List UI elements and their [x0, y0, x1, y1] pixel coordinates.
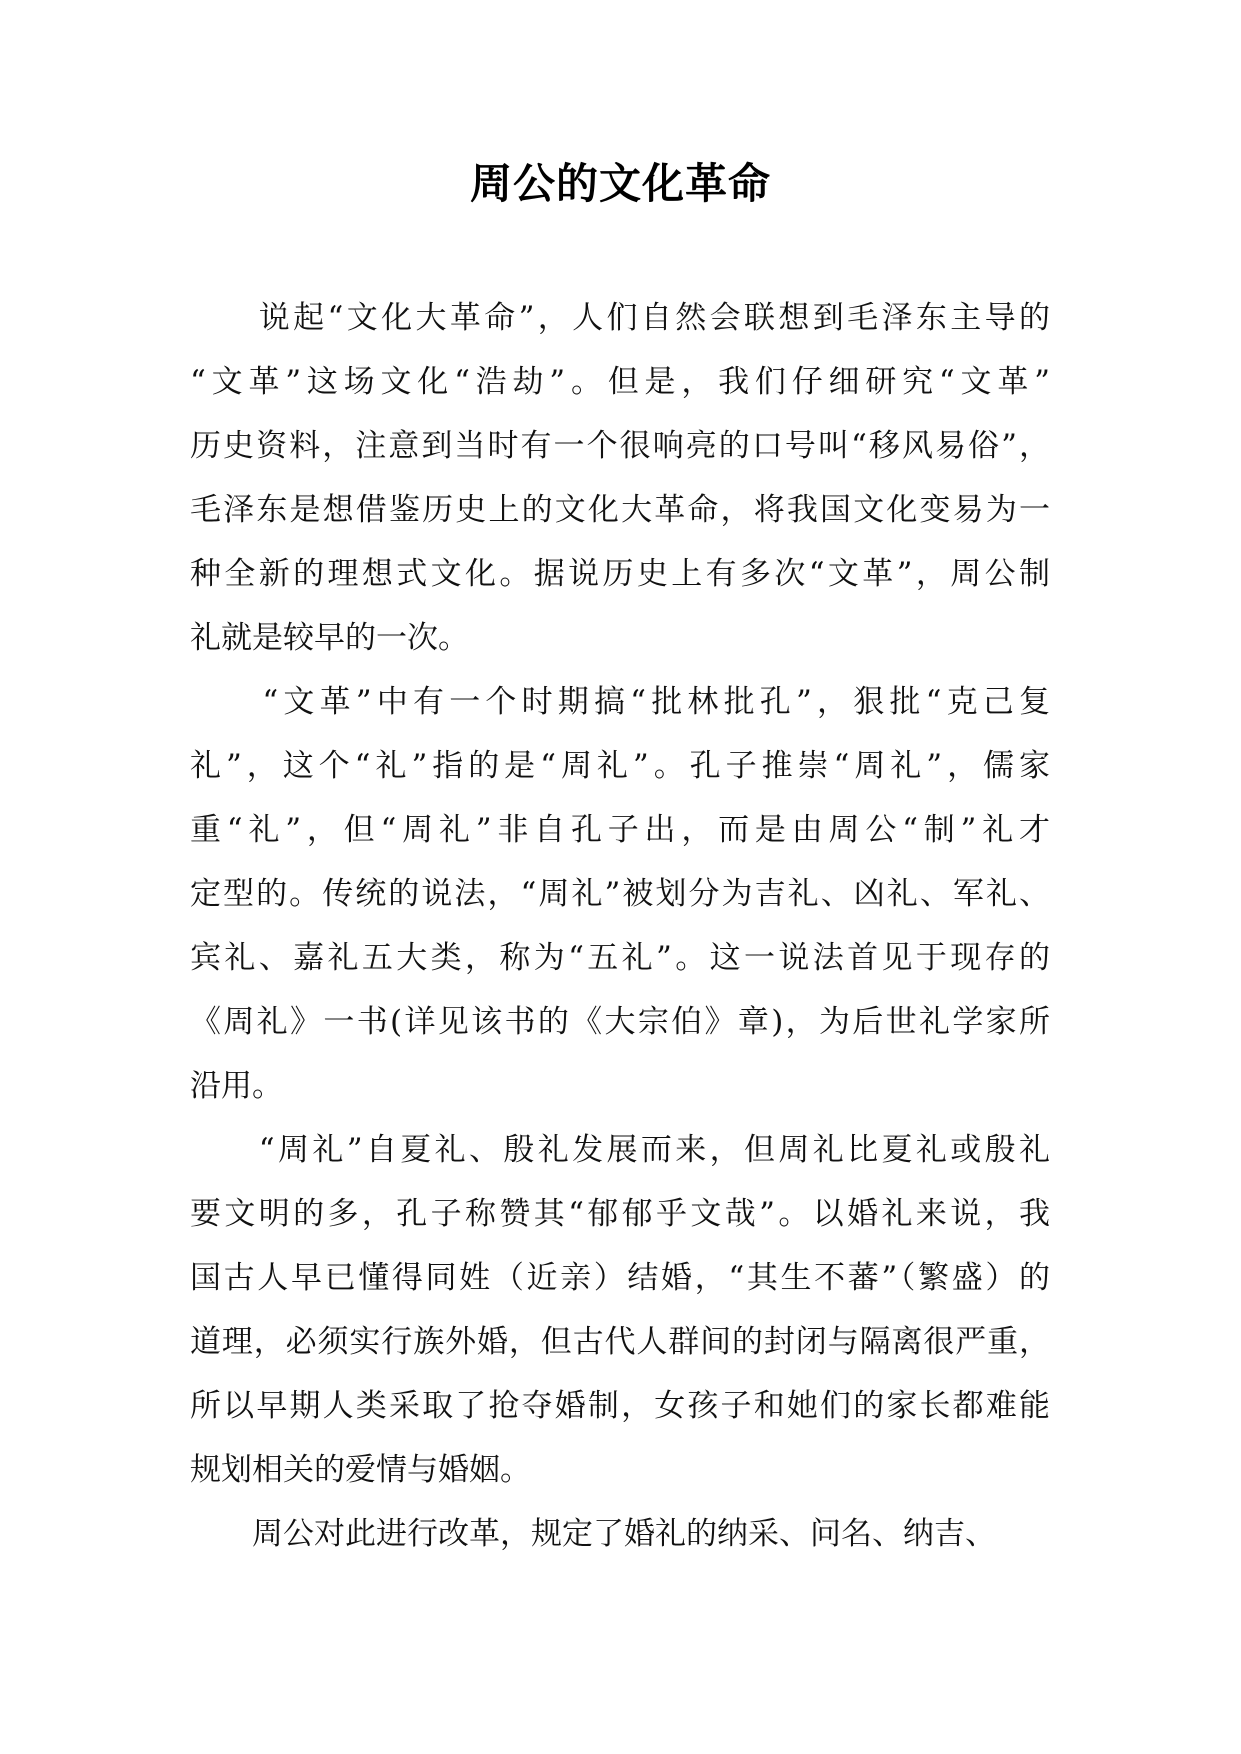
text-line: 沿用。	[190, 1068, 283, 1104]
text-line: 《周礼》一书(详见该书的《大宗伯》章)，为后世礼学家所	[190, 1004, 1050, 1040]
text-line: 定型的。传统的说法，“周礼”被划分为吉礼、凶礼、军礼、	[190, 876, 1050, 912]
text-line: 要文明的多，孔子称赞其“郁郁乎文哉”。以婚礼来说，我	[190, 1196, 1050, 1232]
text-line: 国古人早已懂得同姓（近亲）结婚，“其生不蕃”（繁盛）的	[190, 1260, 1050, 1296]
text-line: 毛泽东是想借鉴历史上的文化大革命，将我国文化变易为一	[190, 492, 1050, 528]
text-line: 说起“文化大革命”，人们自然会联想到毛泽东主导的	[190, 300, 1050, 336]
text-line: “文革”中有一个时期搞“批林批孔”，狠批“克己复	[190, 684, 1050, 720]
text-line: 礼”，这个“礼”指的是“周礼”。孔子推崇“周礼”，儒家	[190, 748, 1050, 784]
document-title: 周公的文化革命	[469, 159, 771, 208]
text-line: 周公对此进行改革，规定了婚礼的纳采、问名、纳吉、	[190, 1516, 996, 1552]
text-line: 重“礼”，但“周礼”非自孔子出，而是由周公“制”礼才	[190, 812, 1050, 848]
text-line: 种全新的理想式文化。据说历史上有多次“文革”，周公制	[190, 556, 1050, 592]
text-line: 所以早期人类采取了抢夺婚制，女孩子和她们的家长都难能	[190, 1388, 1050, 1424]
text-line: 道理，必须实行族外婚，但古代人群间的封闭与隔离很严重，	[190, 1324, 1050, 1360]
text-line: “文革”这场文化“浩劫”。但是，我们仔细研究“文革”	[190, 364, 1050, 400]
text-line: “周礼”自夏礼、殷礼发展而来，但周礼比夏礼或殷礼	[190, 1132, 1050, 1168]
text-line: 礼就是较早的一次。	[190, 620, 469, 656]
text-line: 宾礼、嘉礼五大类，称为“五礼”。这一说法首见于现存的	[190, 940, 1050, 976]
text-line: 规划相关的爱情与婚姻。	[190, 1452, 531, 1488]
text-line: 历史资料，注意到当时有一个很响亮的口号叫“移风易俗”，	[190, 428, 1050, 464]
document-body	[190, 286, 1050, 1566]
